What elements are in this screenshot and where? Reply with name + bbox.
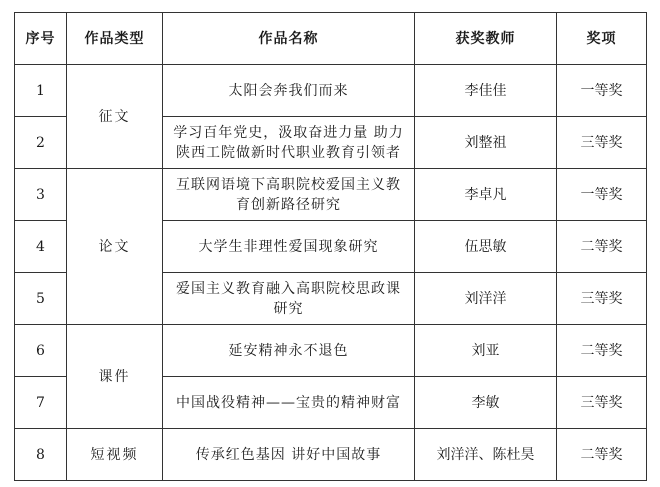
award-level: 三等奖	[557, 117, 647, 169]
category-cell: 短视频	[67, 429, 163, 481]
header-teacher: 获奖教师	[415, 13, 557, 65]
work-title: 太阳会奔我们而来	[163, 65, 415, 117]
teacher-name: 伍思敏	[415, 221, 557, 273]
teacher-name: 李敏	[415, 377, 557, 429]
work-title: 延安精神永不退色	[163, 325, 415, 377]
row-num: 1	[15, 65, 67, 117]
table-row	[15, 169, 647, 221]
award-level: 二等奖	[557, 325, 647, 377]
row-num: 2	[15, 117, 67, 169]
header-type: 作品类型	[67, 13, 163, 65]
award-level: 二等奖	[557, 221, 647, 273]
row-num: 8	[15, 429, 67, 481]
table-row	[15, 65, 647, 117]
header-award: 奖项	[557, 13, 647, 65]
award-level: 一等奖	[557, 65, 647, 117]
table-row	[15, 325, 647, 377]
teacher-name: 李佳佳	[415, 65, 557, 117]
header-num: 序号	[15, 13, 67, 65]
header-row	[15, 13, 647, 65]
table-row	[15, 429, 647, 481]
category-cell: 课件	[67, 325, 163, 429]
award-level: 二等奖	[557, 429, 647, 481]
row-num: 7	[15, 377, 67, 429]
work-title: 传承红色基因 讲好中国故事	[163, 429, 415, 481]
teacher-name: 刘洋洋、陈杜昊	[415, 429, 557, 481]
teacher-name: 刘亚	[415, 325, 557, 377]
work-title: 互联网语境下高职院校爱国主义教育创新路径研究	[163, 169, 415, 221]
work-title: 学习百年党史，汲取奋进力量 助力陕西工院做新时代职业教育引领者	[163, 117, 415, 169]
work-title: 大学生非理性爱国现象研究	[163, 221, 415, 273]
work-title: 爱国主义教育融入高职院校思政课研究	[163, 273, 415, 325]
award-level: 三等奖	[557, 273, 647, 325]
awards-table	[14, 12, 647, 481]
row-num: 4	[15, 221, 67, 273]
award-level: 一等奖	[557, 169, 647, 221]
work-title: 中国战役精神——宝贵的精神财富	[163, 377, 415, 429]
category-cell: 征文	[67, 65, 163, 169]
row-num: 6	[15, 325, 67, 377]
award-level: 三等奖	[557, 377, 647, 429]
category-cell: 论文	[67, 169, 163, 325]
row-num: 3	[15, 169, 67, 221]
teacher-name: 刘洋洋	[415, 273, 557, 325]
teacher-name: 刘整祖	[415, 117, 557, 169]
row-num: 5	[15, 273, 67, 325]
teacher-name: 李卓凡	[415, 169, 557, 221]
header-title: 作品名称	[163, 13, 415, 65]
